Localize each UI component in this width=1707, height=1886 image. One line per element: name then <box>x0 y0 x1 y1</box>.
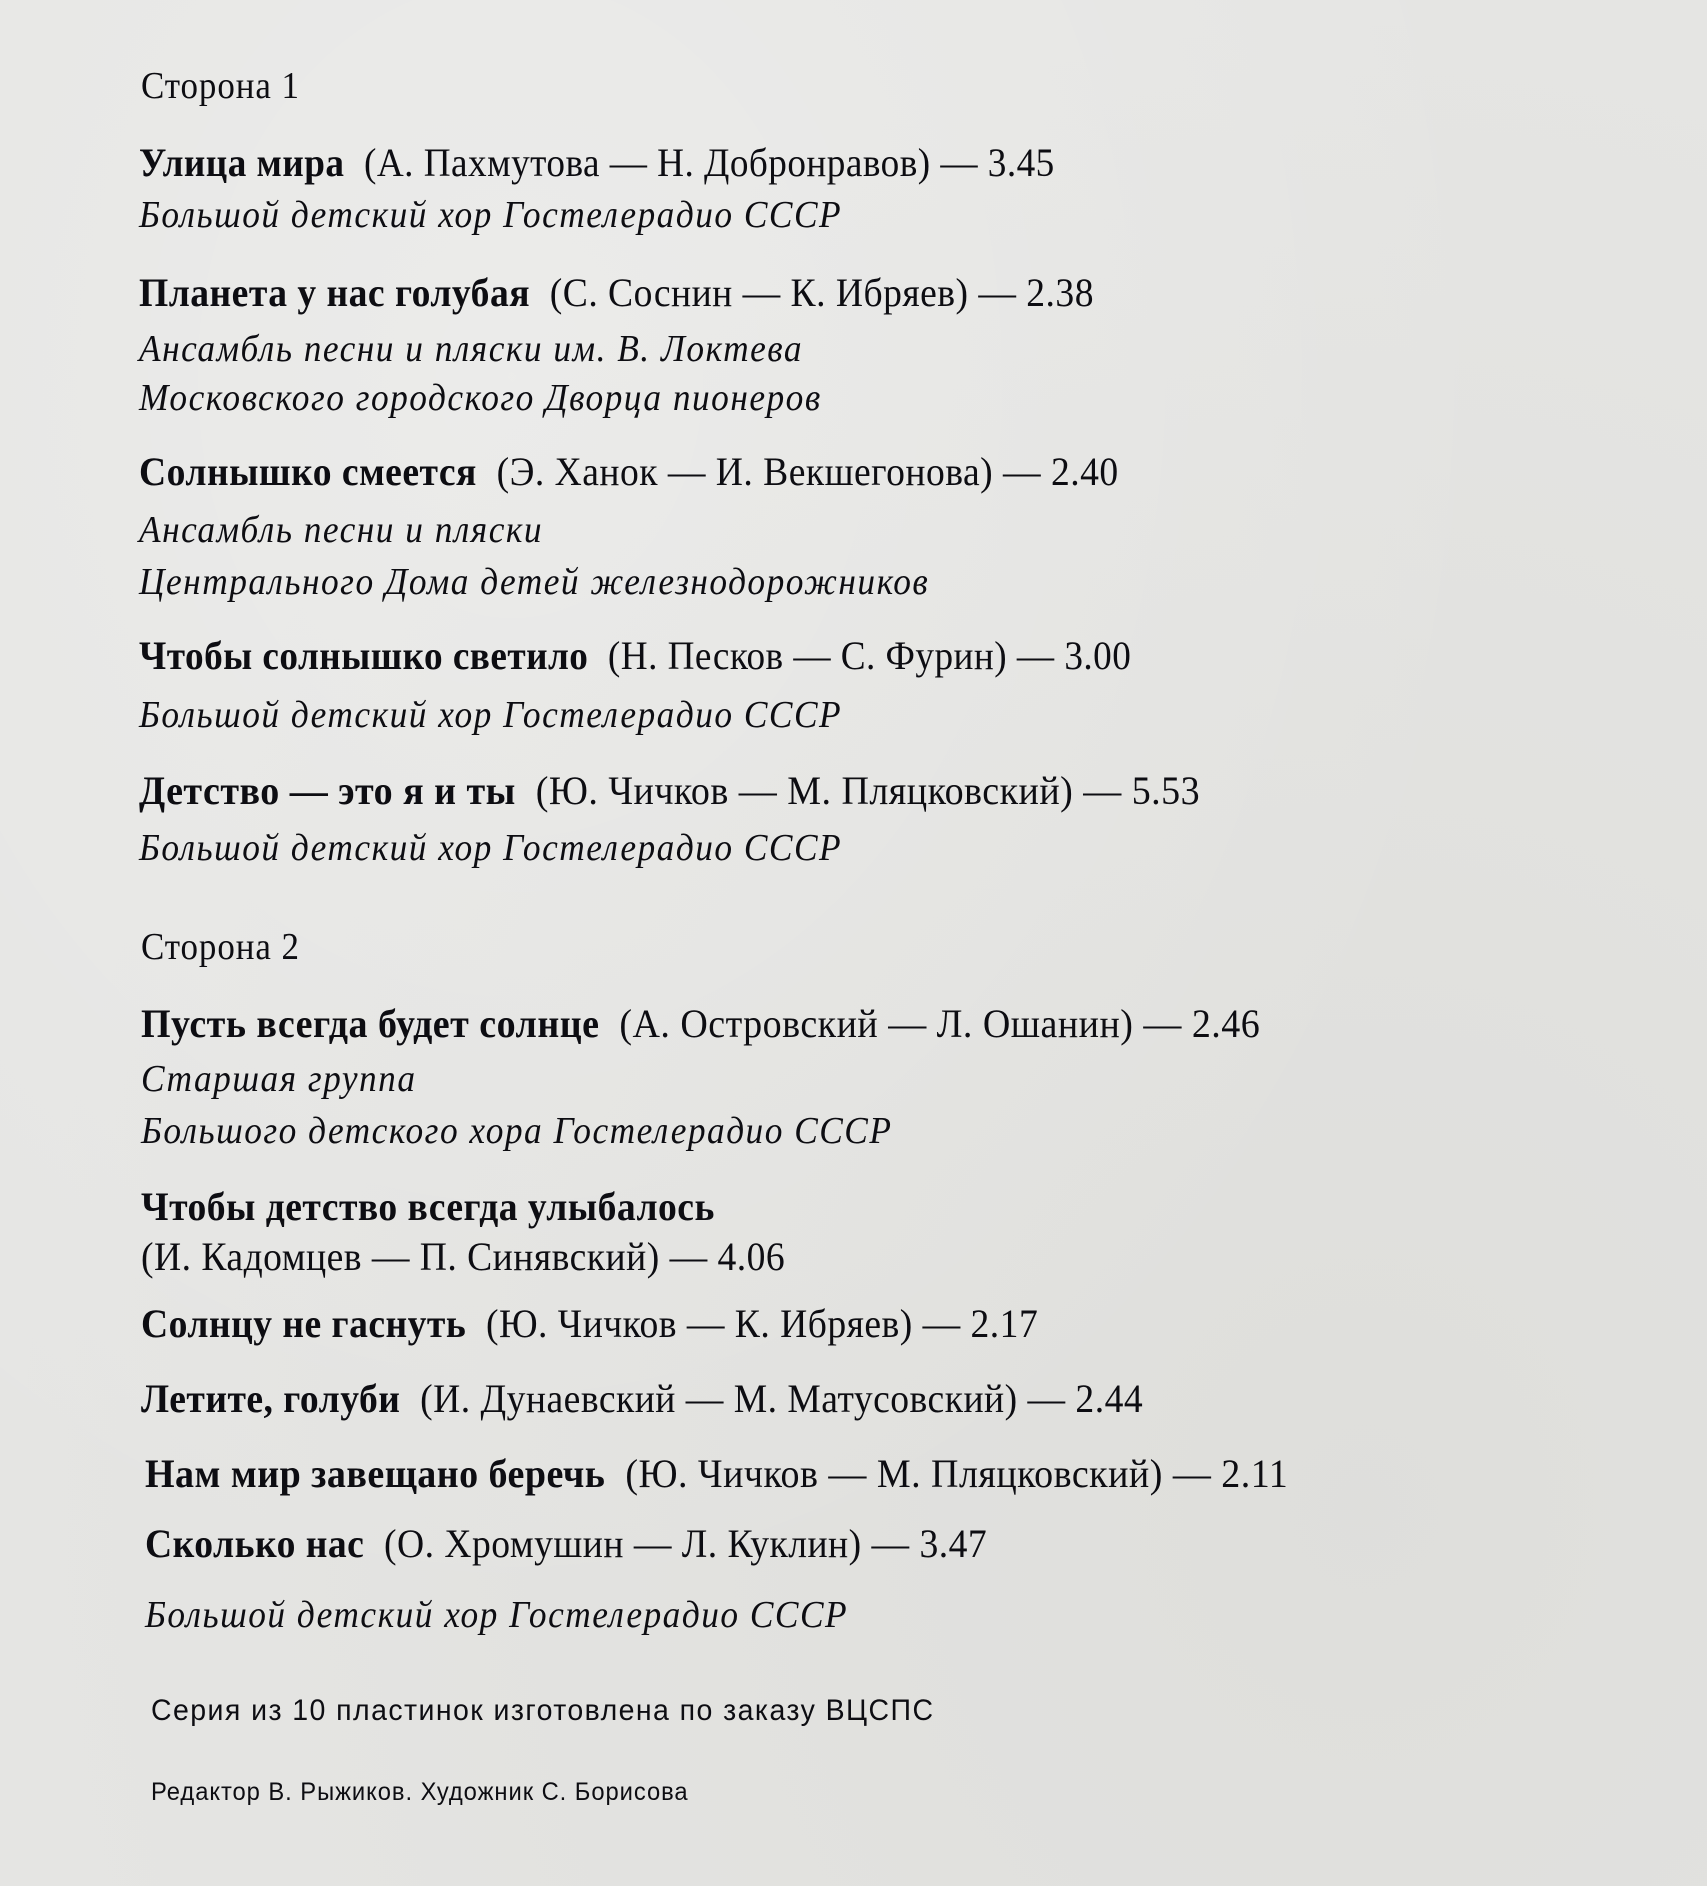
track-2-2-credits: (И. Кадомцев — П. Синявский) — 4.06 <box>141 1234 786 1279</box>
track-1-3-performer-line-1: Ансамбль песни и пляски <box>139 509 544 551</box>
track-credits: (Ю. Чичков — М. Пляцковский) — 5.53 <box>535 768 1201 813</box>
track-1-5-performer: Большой детский хор Гостелерадио СССР <box>139 827 843 869</box>
track-title: Чтобы солнышко светило <box>139 633 589 678</box>
track-1-4 <box>139 632 1131 679</box>
track-title: Детство — это я и ты <box>139 768 516 813</box>
track-1-1 <box>139 139 1055 186</box>
track-2-3 <box>141 1300 1038 1347</box>
track-2-6 <box>145 1520 987 1567</box>
track-title: Улица мира <box>139 140 345 185</box>
track-1-2-performer-line-2: Московского городского Дворца пионеров <box>139 377 822 419</box>
track-title: Чтобы детство всегда улыбалось <box>141 1184 715 1229</box>
track-1-3 <box>139 448 1119 495</box>
editor-artist-credits: Редактор В. Рыжиков. Художник С. Борисова <box>151 1778 689 1806</box>
track-credits: (Ю. Чичков — М. Пляцковский) — 2.11 <box>625 1451 1289 1496</box>
track-title: Солнышко смеется <box>139 449 477 494</box>
track-credits: (Ю. Чичков — К. Ибряев) — 2.17 <box>485 1301 1039 1346</box>
track-1-1-performer: Большой детский хор Гостелерадио СССР <box>139 194 843 236</box>
track-title: Солнцу не гаснуть <box>141 1301 467 1346</box>
track-title: Планета у нас голубая <box>139 270 531 315</box>
track-credits: (И. Дунаевский — М. Матусовский) — 2.44 <box>420 1376 1144 1421</box>
side-2-heading: Сторона 2 <box>141 926 300 968</box>
track-2-1 <box>141 1000 1260 1047</box>
track-1-5 <box>139 767 1200 814</box>
track-credits: (А. Островский — Л. Ошанин) — 2.46 <box>619 1001 1261 1046</box>
track-credits: (А. Пахмутова — Н. Добронравов) — 3.45 <box>363 140 1055 185</box>
track-1-2 <box>139 269 1094 316</box>
track-1-2-performer-line-1: Ансамбль песни и пляски им. В. Локтева <box>139 328 804 370</box>
track-2-1-performer-line-2: Большого детского хора Гостелерадио СССР <box>141 1110 893 1152</box>
track-credits: (Н. Песков — С. Фурин) — 3.00 <box>607 633 1132 678</box>
track-credits: (Э. Ханок — И. Векшегонова) — 2.40 <box>496 449 1119 494</box>
track-1-3-performer-line-2: Центрального Дома детей железнодорожников <box>139 561 930 603</box>
track-credits: (О. Хромушин — Л. Куклин) — 3.47 <box>384 1521 988 1566</box>
side-1-heading: Сторона 1 <box>141 65 300 107</box>
track-credits: (С. Соснин — К. Ибряев) — 2.38 <box>549 270 1094 315</box>
track-title: Пусть всегда будет солнце <box>141 1001 600 1046</box>
series-note: Серия из 10 пластинок изготовлена по заказу ВЦСПС <box>151 1694 935 1727</box>
side-2-group-performer: Большой детский хор Гостелерадио СССР <box>145 1594 849 1636</box>
track-title: Нам мир завещано беречь <box>145 1451 606 1496</box>
track-1-4-performer: Большой детский хор Гостелерадио СССР <box>139 694 843 736</box>
track-title: Сколько нас <box>145 1521 365 1566</box>
track-2-4 <box>141 1375 1143 1422</box>
track-2-2 <box>141 1183 715 1230</box>
track-2-5 <box>145 1450 1288 1497</box>
track-2-1-performer-line-1: Старшая группа <box>141 1058 417 1100</box>
track-title: Летите, голуби <box>141 1376 401 1421</box>
